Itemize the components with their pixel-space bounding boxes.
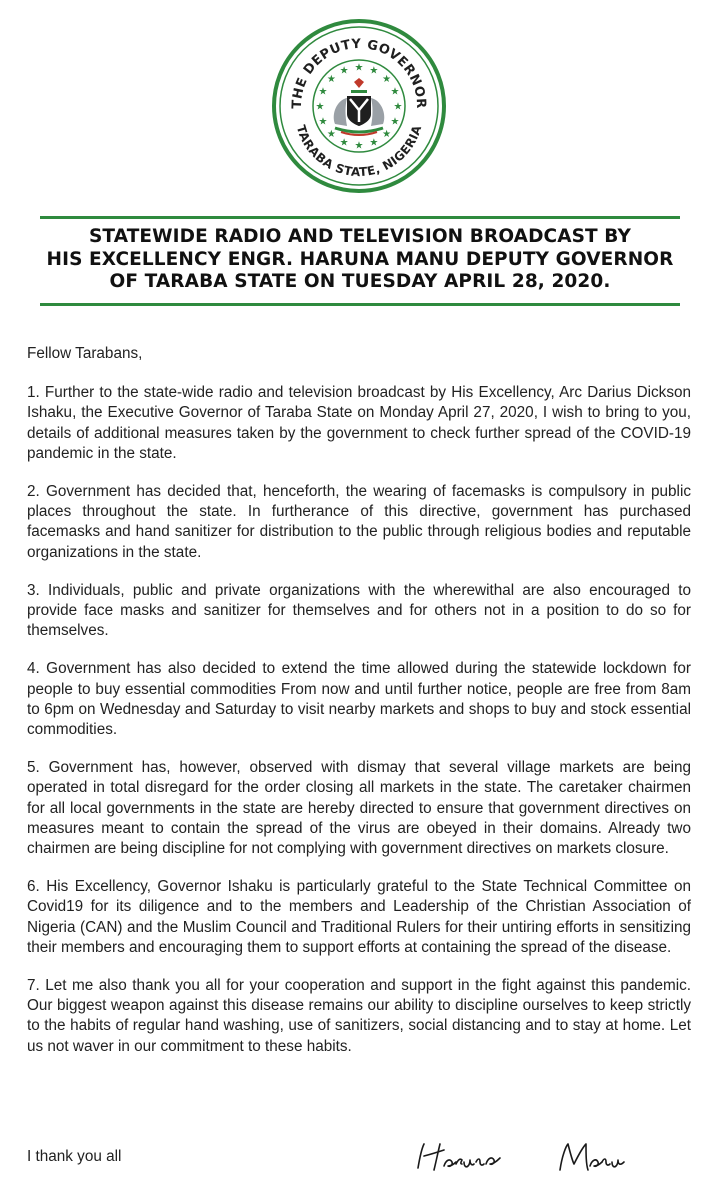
heading-bottom-rule <box>40 303 680 306</box>
deputy-governor-seal <box>271 18 447 194</box>
paragraph: 1. Further to the state-wide radio and television broadcast by His Excellency, Arc Darius Dickson Ishaku, the Executive Governor of Taraba State on Monday April 27, 2020, I wish to bring to you, details of additional measures taken by the government to check further spread of the COVID-19 pandemic in the state. <box>27 384 691 462</box>
heading-line: OF TARABA STATE ON TUESDAY APRIL 28, 2020. <box>109 271 611 292</box>
paragraph: 5. Government has, however, observed with dismay that several village markets are being operated in total disregard for the order closing all markets in the state. The caretaker chairmen for all local governments in the state are hereby directed to ensure that government directives on measures meant to contain the spread of the virus are obeyed in their domains. Already two chairmen are being discipline for not complying with government directives on markets closure. <box>27 759 691 858</box>
heading-line: STATEWIDE RADIO AND TELEVISION BROADCAST BY <box>89 226 631 247</box>
seal-star-icon: ★ <box>354 62 364 74</box>
seal-star-icon: ★ <box>369 65 379 77</box>
broadcast-body <box>27 344 691 1075</box>
seal-star-icon: ★ <box>326 129 336 141</box>
seal-star-icon: ★ <box>354 140 364 152</box>
seal-star-icon: ★ <box>318 116 328 128</box>
broadcast-heading <box>40 226 680 294</box>
seal-star-icon: ★ <box>326 73 336 85</box>
paragraph: 6. His Excellency, Governor Ishaku is particularly grateful to the State Technical Committee on Covid19 for its diligence and to the members and Leadership of the Christian Association of Nigeria (CAN) and the Muslim Council and Traditional Rulers for their untiring efforts in sensitizing their members and encouraging them to support efforts at containing the spread of the disease. <box>27 878 691 956</box>
heading-top-rule <box>40 216 680 219</box>
seal-star-icon: ★ <box>339 137 349 149</box>
svg-text:TARABA STATE, NIGERIA: TARABA STATE, NIGERIA <box>293 123 425 180</box>
paragraph: 7. Let me also thank you all for your cooperation and support in the fight against this pandemic. Our biggest weapon against this disease remains our ability to discipline ourselves to keep strictly to the habits of regular hand washing, use of sanitizers, social distancing and to stay at home. Let us not waver in our commitment to these habits. <box>27 977 691 1055</box>
seal-star-icon: ★ <box>393 101 403 113</box>
seal-star-icon: ★ <box>390 116 400 128</box>
paragraph: 2. Government has decided that, henceforth, the wearing of facemasks is compulsory in public places throughout the state. In furtherance of this directive, government has purchased facemasks and hand sanitizer for distribution to the public through religious bodies and reputable organizations in the state. <box>27 483 691 561</box>
heading-line: HIS EXCELLENCY ENGR. HARUNA MANU DEPUTY GOVERNOR <box>46 248 674 270</box>
svg-text:THE DEPUTY GOVERNOR: THE DEPUTY GOVERNOR <box>289 36 429 110</box>
seal-star-icon: ★ <box>318 86 328 98</box>
handwritten-signature <box>410 1138 660 1178</box>
seal-star-icon: ★ <box>382 129 392 141</box>
closing-line: I thank you all <box>27 1148 122 1165</box>
seal-star-icon: ★ <box>369 137 379 149</box>
seal-star-icon: ★ <box>390 86 400 98</box>
greeting: Fellow Tarabans, <box>27 345 143 362</box>
seal-star-icon: ★ <box>339 65 349 77</box>
seal-star-icon: ★ <box>315 101 325 113</box>
seal-star-icon: ★ <box>382 73 392 85</box>
paragraph: 4. Government has also decided to extend the time allowed during the statewide lockdown for people to buy essential commodities From now and until further notice, people are free from 8am to 6pm on Wednesday and Saturday to visit nearby markets and shops to buy and stock essential commodities. <box>27 660 691 739</box>
paragraph: 3. Individuals, public and private organizations with the wherewithal are also encouraged to provide face masks and sanitizer for themselves and for others not in a position to do so for themselves. <box>27 581 691 640</box>
